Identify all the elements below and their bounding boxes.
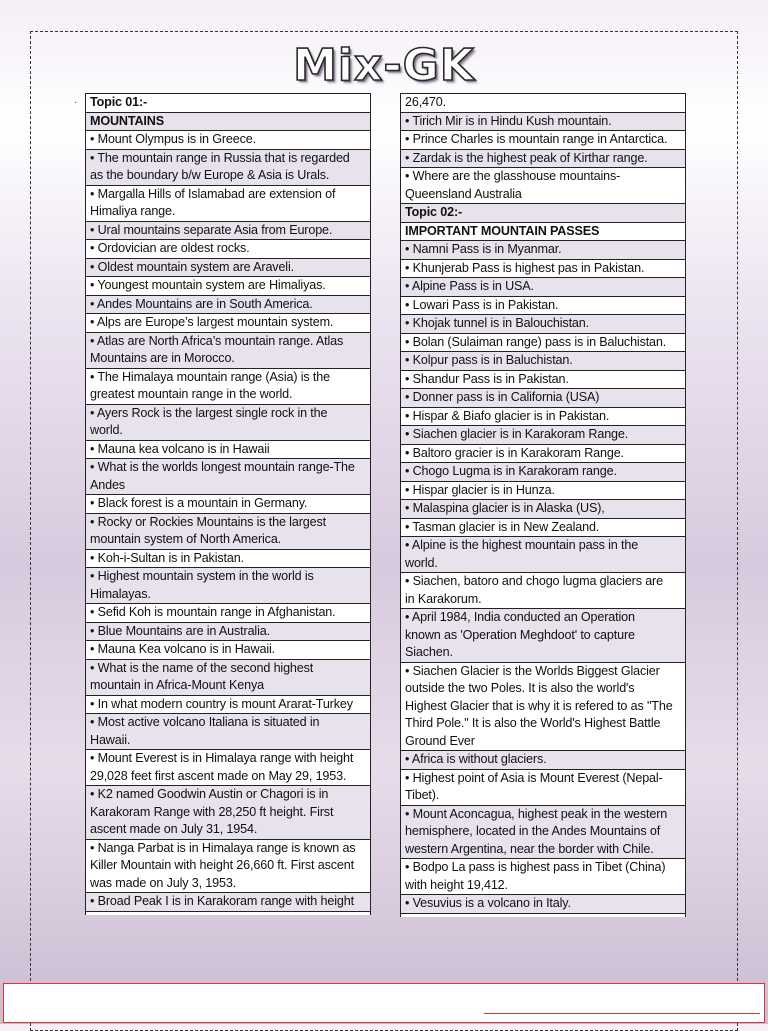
left-column-row: • The Himalaya mountain range (Asia) is the greatest mountain range in the world. <box>86 369 370 405</box>
left-column-row: • The mountain range in Russia that is regarded as the boundary b/w Europe & Asia is Urals. <box>86 150 370 186</box>
right-column-row: • Highest point of Asia is Mount Everest (Nepal- Tibet). <box>401 770 685 806</box>
left-column-row: • K2 named Goodwin Austin or Chagori is in Karakoram Range with 28,250 ft height. First ascent made on July 31, 1954. <box>86 786 370 840</box>
right-column-row: • Vesuvius is a volcano in Italy. <box>401 895 685 914</box>
right-column-row: • Khunjerab Pass is highest pas in Pakistan. <box>401 260 685 279</box>
left-column-row: • Black forest is a mountain in Germany. <box>86 495 370 514</box>
left-column-row: • Ural mountains separate Asia from Europe. <box>86 222 370 241</box>
left-column-row: • Atlas are North Africa’s mountain range. Atlas Mountains are in Morocco. <box>86 333 370 369</box>
right-column-row: • Tasman glacier is in New Zealand. <box>401 519 685 538</box>
right-column-row: Topic 02:- <box>401 204 685 223</box>
right-column-row: • Shandur Pass is in Pakistan. <box>401 371 685 390</box>
right-column-row: • Khojak tunnel is in Balouchistan. <box>401 315 685 334</box>
right-column-row: • Chogo Lugma is in Karakoram range. <box>401 463 685 482</box>
right-column-row: • Hispar & Biafo glacier is in Pakistan. <box>401 408 685 427</box>
left-column-row: • Mauna kea volcano is in Hawaii <box>86 441 370 460</box>
left-column-row: • Mauna Kea volcano is in Hawaii. <box>86 641 370 660</box>
left-column-row: • Blue Mountains are in Australia. <box>86 623 370 642</box>
left-column-row: Topic 01:- <box>86 94 370 113</box>
left-column-row: • Alps are Europe’s largest mountain system. <box>86 314 370 333</box>
left-column-row: • Oldest mountain system are Araveli. <box>86 259 370 278</box>
right-column-row: • Zardak is the highest peak of Kirthar range. <box>401 150 685 169</box>
right-column-row: • Hispar glacier is in Hunza. <box>401 482 685 501</box>
page-title: Mix-GK <box>293 40 475 91</box>
left-column-row: • Margalla Hills of Islamabad are extension of Himaliya range. <box>86 186 370 222</box>
right-column-row: • Kolpur pass is in Baluchistan. <box>401 352 685 371</box>
right-column-row: • April 1984, India conducted an Operation known as 'Operation Meghdoot' to capture Siachen. <box>401 609 685 663</box>
stray-dot: · <box>74 97 78 108</box>
left-column-row: • Ayers Rock is the largest single rock in the world. <box>86 405 370 441</box>
left-column-row: • Most active volcano Italiana is situated in Hawaii. <box>86 714 370 750</box>
right-column-row: IMPORTANT MOUNTAIN PASSES <box>401 223 685 242</box>
left-column-row: • In what modern country is mount Ararat-Turkey <box>86 696 370 715</box>
left-column-table <box>85 93 371 915</box>
right-column-row: • Alpine Pass is in USA. <box>401 278 685 297</box>
right-column-row: • Africa is without glaciers. <box>401 751 685 770</box>
right-column-row: • Mount Aconcagua, highest peak in the western hemisphere, located in the Andes Mountains of western Argentina, near the border with Chile. <box>401 806 685 860</box>
left-column-row: • Youngest mountain system are Himaliyas. <box>86 277 370 296</box>
right-column-row: • Namni Pass is in Myanmar. <box>401 241 685 260</box>
right-column-row: • Tirich Mir is in Hindu Kush mountain. <box>401 113 685 132</box>
left-column-row: • Ordovician are oldest rocks. <box>86 240 370 259</box>
left-column-row: • Rocky or Rockies Mountains is the largest mountain system of North America. <box>86 514 370 550</box>
left-column-row: • Mount Olympus is in Greece. <box>86 131 370 150</box>
right-column-row: • Alpine is the highest mountain pass in the world. <box>401 537 685 573</box>
right-column-row: • Siachen, batoro and chogo lugma glaciers are in Karakorum. <box>401 573 685 609</box>
left-column-row: • Highest mountain system in the world is Himalayas. <box>86 568 370 604</box>
footer-box <box>3 983 765 1023</box>
right-column-row: • Siachen Glacier is the Worlds Biggest Glacier outside the two Poles. It is also the world's Highest Glacier that is why it is refered to as "The Third Pole." It is also the World's Highest Battle Ground Ever <box>401 663 685 752</box>
right-column-row: • Malaspina glacier is in Alaska (US), <box>401 500 685 519</box>
left-column-row: • Mount Everest is in Himalaya range with height 29,028 feet first ascent made on May 29, 1953. <box>86 750 370 786</box>
right-column-row: • Baltoro gracier is in Karakoram Range. <box>401 445 685 464</box>
footer-line <box>484 1013 760 1014</box>
right-column-row: 26,470. <box>401 94 685 113</box>
right-column-row: • Siachen glacier is in Karakoram Range. <box>401 426 685 445</box>
right-column-row: • Bodpo La pass is highest pass in Tibet (China) with height 19,412. <box>401 859 685 895</box>
right-column-row: • Where are the glasshouse mountains- Queensland Australia <box>401 168 685 204</box>
left-column-row: • Sefid Koh is mountain range in Afghanistan. <box>86 604 370 623</box>
right-column-table <box>400 93 686 917</box>
left-column-row: • What is the worlds longest mountain range-The Andes <box>86 459 370 495</box>
left-column-row: MOUNTAINS <box>86 113 370 132</box>
right-column-row: • Prince Charles is mountain range in Antarctica. <box>401 131 685 150</box>
left-column-row: • Koh-i-Sultan is in Pakistan. <box>86 550 370 569</box>
left-column-row: • What is the name of the second highest mountain in Africa-Mount Kenya <box>86 660 370 696</box>
left-column-row: • Nanga Parbat is in Himalaya range is known as Killer Mountain with height 26,660 ft. First ascent was made on July 3, 1953. <box>86 840 370 894</box>
right-column-row: • Bolan (Sulaiman range) pass is in Baluchistan. <box>401 334 685 353</box>
right-column-row: • Donner pass is in California (USA) <box>401 389 685 408</box>
left-column-row: • Broad Peak I is in Karakoram range with height <box>86 893 370 912</box>
right-column-row: • Lowari Pass is in Pakistan. <box>401 297 685 316</box>
left-column-row: • Andes Mountains are in South America. <box>86 296 370 315</box>
